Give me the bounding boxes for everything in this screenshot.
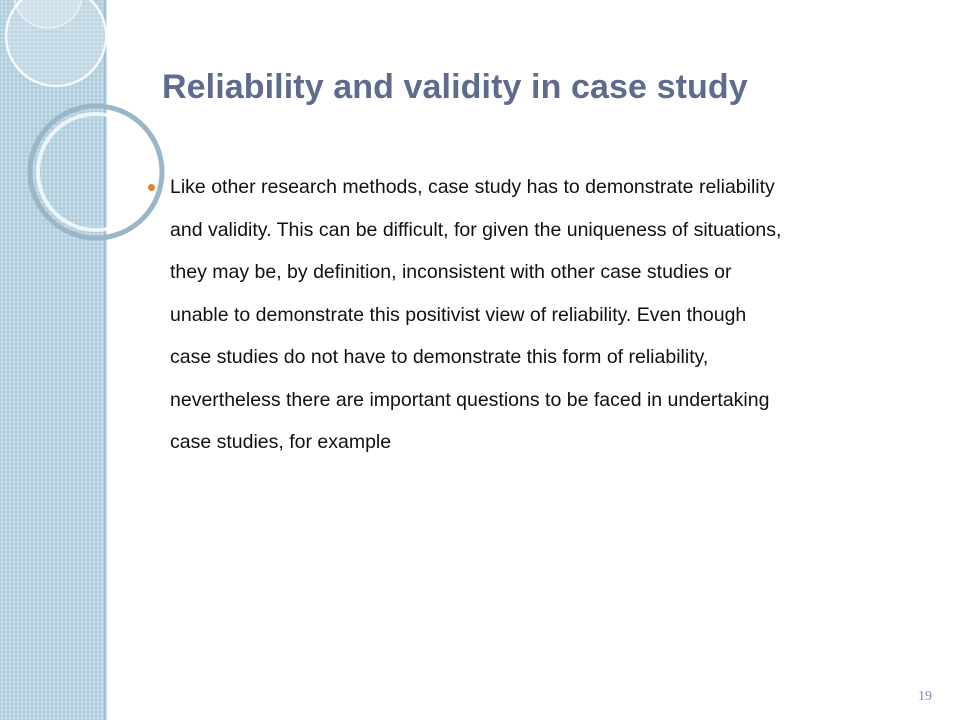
bullet-dot-icon <box>148 184 155 191</box>
ring-decorative-circle <box>30 106 162 238</box>
bullet-line-4: unable to demonstrate this positivist view of reliability. Even though <box>170 303 747 326</box>
decorative-circles-graphic <box>0 0 140 260</box>
bullet-line-2: and validity. This can be difficult, for given the uniqueness of situations, <box>170 218 782 241</box>
bullet-line-3: they may be, by definition, inconsistent with other case studies or <box>170 261 732 283</box>
bullet-item <box>148 166 928 464</box>
bullet-line-5: case studies do not have to demonstrate this form of reliability, <box>170 346 709 368</box>
bullet-line-1: Like other research methods, case study has to demonstrate reliability <box>170 176 775 198</box>
ring-inner-highlight <box>38 114 154 230</box>
slide-title: Reliability and validity in case study <box>162 68 748 106</box>
bullet-line-6: nevertheless there are important questions to be faced in undertaking <box>170 388 770 411</box>
bullet-line-7: case studies, for example <box>170 431 392 453</box>
slide-body <box>148 166 928 464</box>
slide-number: 19 <box>918 689 932 704</box>
